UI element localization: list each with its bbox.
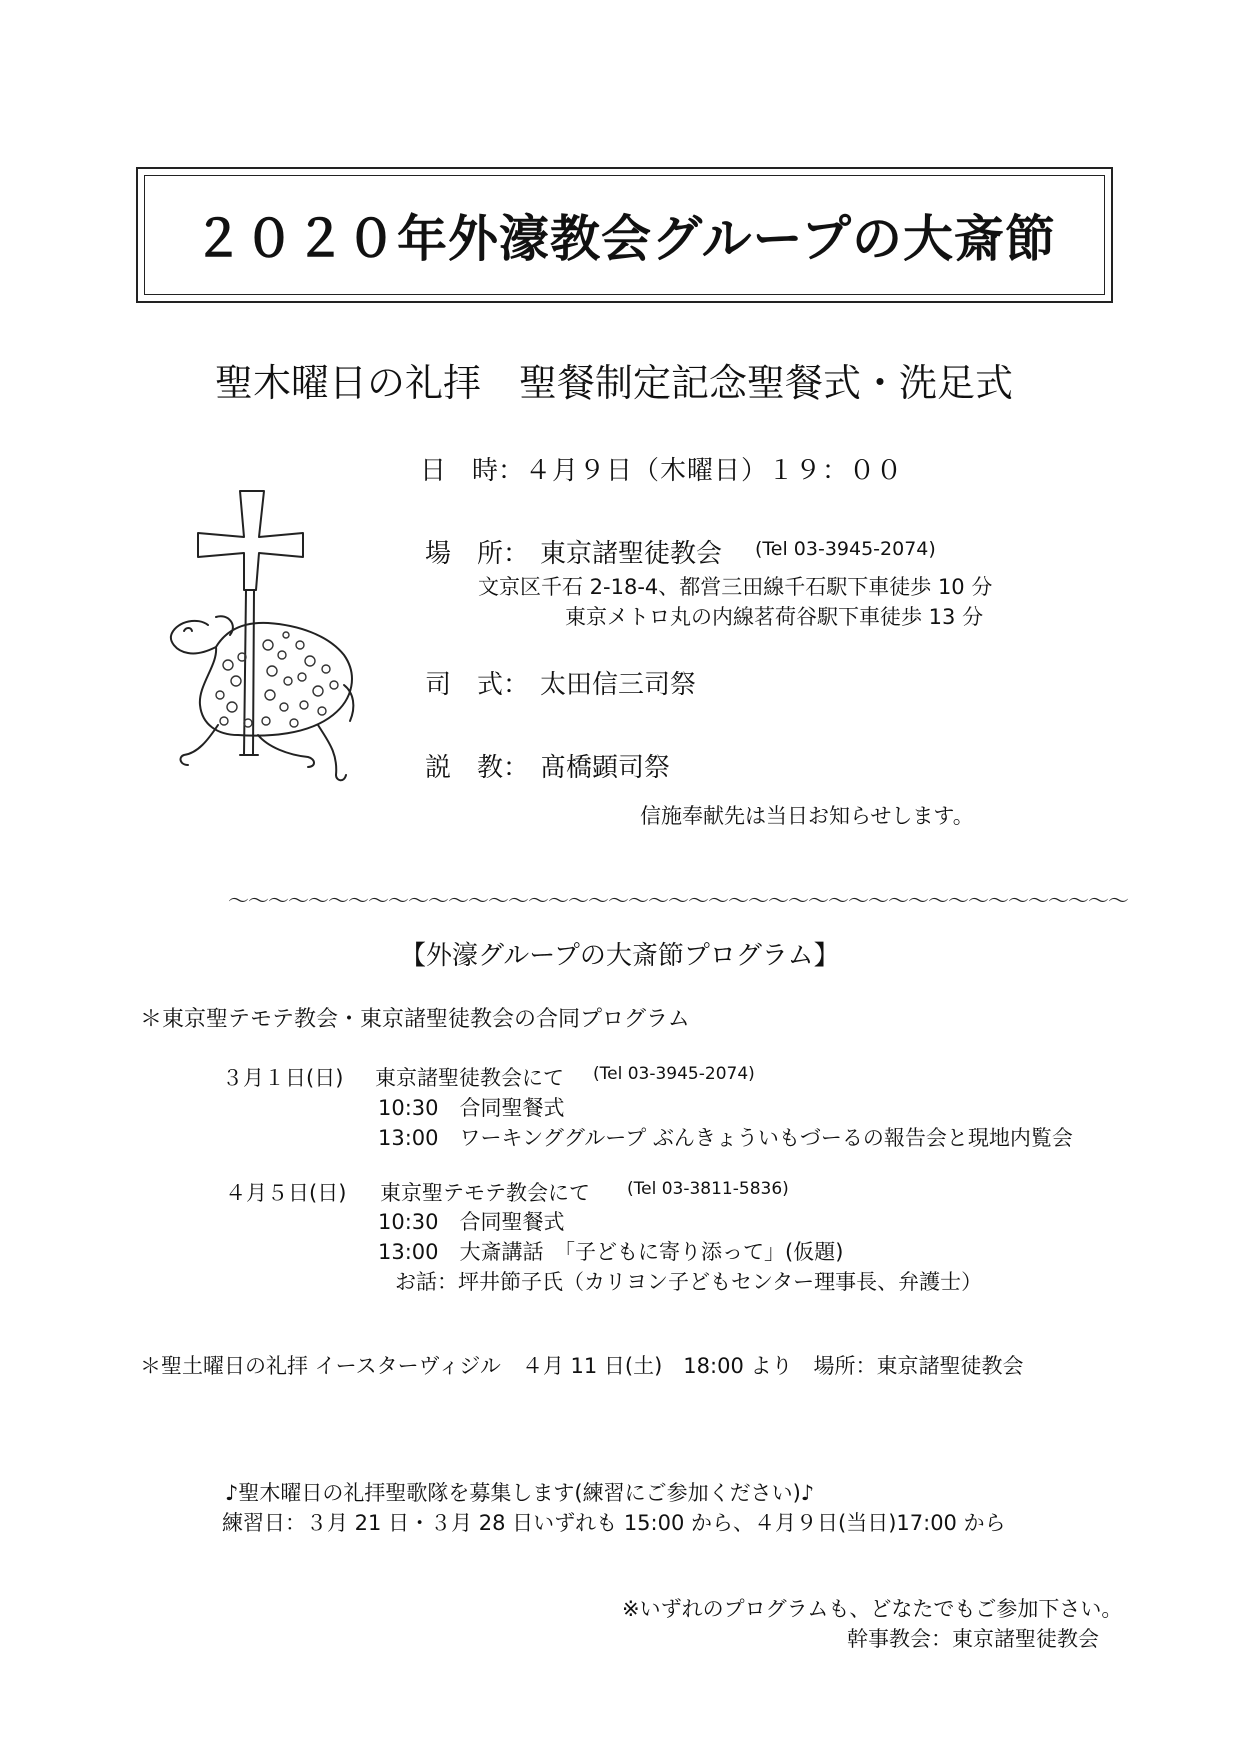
- title-box: [136, 167, 1113, 303]
- address-line-2: 東京メトロ丸の内線茗荷谷駅下車徒歩 13 分: [565, 605, 984, 629]
- event-2-tel: (Tel 03-3811-5836): [627, 1179, 789, 1199]
- event-2-item-3: お話：坪井節子氏（カリヨン子どもセンター理事長、弁護士）: [395, 1270, 983, 1294]
- preacher-label: 説 教：: [425, 753, 530, 783]
- wavy-divider: ～～～～～～～～～～～～～～～～～～～～～～～～～～～～～～～～～～～～～～～～～～～～～: [228, 889, 1128, 913]
- service-subtitle: 聖木曜日の礼拝 聖餐制定記念聖餐式・洗足式: [215, 361, 1014, 405]
- address-line-1: 文京区千石 2-18-4、都営三田線千石駅下車徒歩 10 分: [478, 575, 993, 599]
- choir-practice-dates: 練習日：３月 21 日・３月 28 日いずれも 15:00 から、４月９日(当日)17:00 から: [222, 1511, 1006, 1535]
- event-1-item-1: 10:30 合同聖餐式: [378, 1096, 565, 1120]
- choir-recruit-line: ♪聖木曜日の礼拝聖歌隊を募集します(練習にご参加ください)♪: [225, 1481, 815, 1505]
- easter-vigil-line: ＊聖土曜日の礼拝 イースターヴィジル ４月 11 日(土) 18:00 より 場所：東京諸聖徒教会: [140, 1354, 1024, 1378]
- event-1-venue: 東京諸聖徒教会にて: [375, 1066, 564, 1090]
- event-1-date: ３月１日(日): [222, 1066, 344, 1090]
- event-1-tel: (Tel 03-3945-2074): [593, 1064, 755, 1084]
- offering-note: 信施奉献先は当日お知らせします。: [640, 804, 974, 828]
- preacher-value: 髙橋顕司祭: [540, 753, 671, 783]
- program-heading: 【外濠グループの大斎節プログラム】: [400, 941, 840, 971]
- joint-program-heading: ＊東京聖テモテ教会・東京諸聖徒教会の合同プログラム: [140, 1007, 690, 1032]
- event-1-item-2: 13:00 ワーキンググループ ぶんきょういもづーるの報告会と現地内覧会: [378, 1126, 1073, 1150]
- event-2-date: ４月５日(日): [225, 1181, 347, 1205]
- organizer-church: 幹事教会：東京諸聖徒教会: [847, 1627, 1099, 1651]
- lamb-cross-icon: [158, 485, 408, 790]
- page-title: ２０２０年外濠教会グループの大斎節: [193, 210, 1056, 268]
- event-2-item-2: 13:00 大斎講話 「子どもに寄り添って」(仮題): [378, 1240, 844, 1264]
- place-tel: (Tel 03-3945-2074): [755, 538, 936, 560]
- officiant-label: 司 式：: [425, 670, 530, 700]
- place-value: 東京諸聖徒教会: [540, 539, 723, 569]
- date-label: 日 時：: [420, 456, 525, 486]
- footer-note: ※いずれのプログラムも、どなたでもご参加下さい。: [622, 1597, 1123, 1621]
- date-value: ４月９日（木曜日）１９：００: [525, 456, 904, 486]
- event-2-item-1: 10:30 合同聖餐式: [378, 1210, 565, 1234]
- place-label: 場 所：: [425, 539, 530, 569]
- officiant-value: 太田信三司祭: [540, 670, 697, 700]
- event-2-venue: 東京聖テモテ教会にて: [380, 1181, 590, 1205]
- title-box-inner: [144, 175, 1105, 295]
